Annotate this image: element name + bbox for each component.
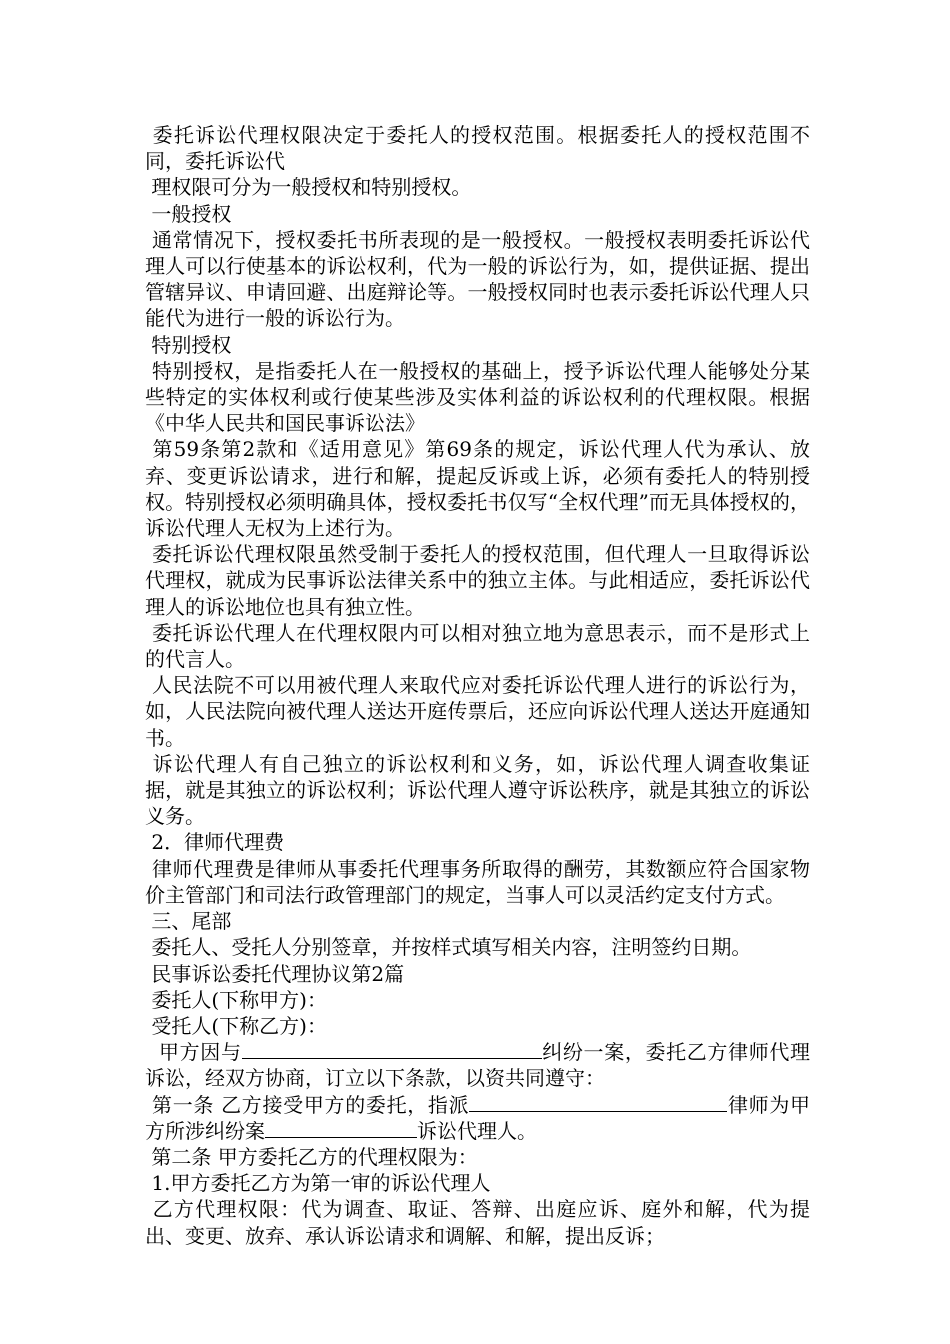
paragraph: 委托人、受托人分别签章，并按样式填写相关内容，注明签约日期。 xyxy=(151,935,752,960)
list-item: 1.甲方委托乙方为第一审的诉讼代理人 xyxy=(151,1171,491,1196)
paragraph: 人民法院不可以用被代理人来取代应对委托诉讼代理人进行的诉讼行为，如，人民法院向被代理人送达开庭传票后，还应向诉讼代理人送达开庭通知书。 xyxy=(145,673,811,750)
clause-second: 第二条 甲方委托乙方的代理权限为： xyxy=(151,1144,478,1169)
agent-line: 受托人(下称乙方)： xyxy=(151,1013,327,1038)
paragraph: 委托诉讼代理权限虽然受制于委托人的授权范围，但代理人一旦取得诉讼代理权，就成为民事诉讼法律关系中的独立主体。与此相适应，委托诉讼代理人的诉讼地位也具有独立性。 xyxy=(145,542,811,619)
paragraph: 特别授权，是指委托人在一般授权的基础上，授予诉讼代理人能够处分某些特定的实体权利或行使某些涉及实体利益的诉讼权利的代理权限。根据《中华人民共和国民事诉讼法》 xyxy=(145,358,811,436)
blank-line xyxy=(265,1119,417,1138)
clause-first: 第一条 乙方接受甲方的委托，指派 律师为甲方所涉纠纷案 诉讼代理人。 xyxy=(145,1092,811,1143)
document-title: 民事诉讼委托代理协议第2篇 xyxy=(151,961,405,986)
paragraph: 委托诉讼代理人在代理权限内可以相对独立地为意思表示，而不是形式上的代言人。 xyxy=(145,620,811,672)
paragraph: 律师代理费是律师从事委托代理事务所取得的酬劳，其数额应符合国家物价主管部门和司法行政管理部门的规定，当事人可以灵活约定支付方式。 xyxy=(145,856,811,907)
paragraph: 第59条第2款和《适用意见》第69条的规定，诉讼代理人代为承认、放弃、变更诉讼请求，进行和解，提起反诉或上诉，必须有委托人的特别授权。特别授权必须明确具体，授权委托书仅写“全权代理”而无具体授权的，诉讼代理人无权为上述行为。 xyxy=(145,437,811,541)
section-heading: 特别授权 xyxy=(151,332,232,357)
section-heading: 一般授权 xyxy=(151,201,232,226)
paragraph: 通常情况下，授权委托书所表现的是一般授权。一般授权表明委托诉讼代理人可以行使基本的诉讼权利，代为一般的诉讼行为，如，提供证据、提出管辖异议、申请回避、出庭辩论等。一般授权同时也表示委托诉讼代理人只能代为进行一般的诉讼行为。 xyxy=(145,227,811,331)
document-body xyxy=(145,122,810,1249)
paragraph: 乙方代理权限：代为调查、取证、答辩、出庭应诉、庭外和解，代为提出、变更、放弃、承认诉讼请求和调解、和解，提出反诉； xyxy=(145,1197,811,1248)
paragraph: 诉讼代理人有自己独立的诉讼权利和义务，如，诉讼代理人调查收集证据，就是其独立的诉讼权利；诉讼代理人遵守诉讼秩序，就是其独立的诉讼义务。 xyxy=(145,751,811,829)
section-heading: 2．律师代理费 xyxy=(151,830,285,855)
section-heading: 三、尾部 xyxy=(151,909,232,934)
paragraph: 委托诉讼代理权限决定于委托人的授权范围。根据委托人的授权范围不同，委托诉讼代 xyxy=(145,123,811,174)
paragraph: 理权限可分为一般授权和特别授权。 xyxy=(151,175,472,200)
clause-dispute: 甲方因与 纠纷一案，委托乙方律师代理诉讼，经双方协商，订立以下条款，以资共同遵守： xyxy=(145,1040,811,1091)
blank-line xyxy=(469,1093,727,1112)
principal-line: 委托人(下称甲方)： xyxy=(151,987,327,1012)
blank-line xyxy=(242,1040,542,1059)
